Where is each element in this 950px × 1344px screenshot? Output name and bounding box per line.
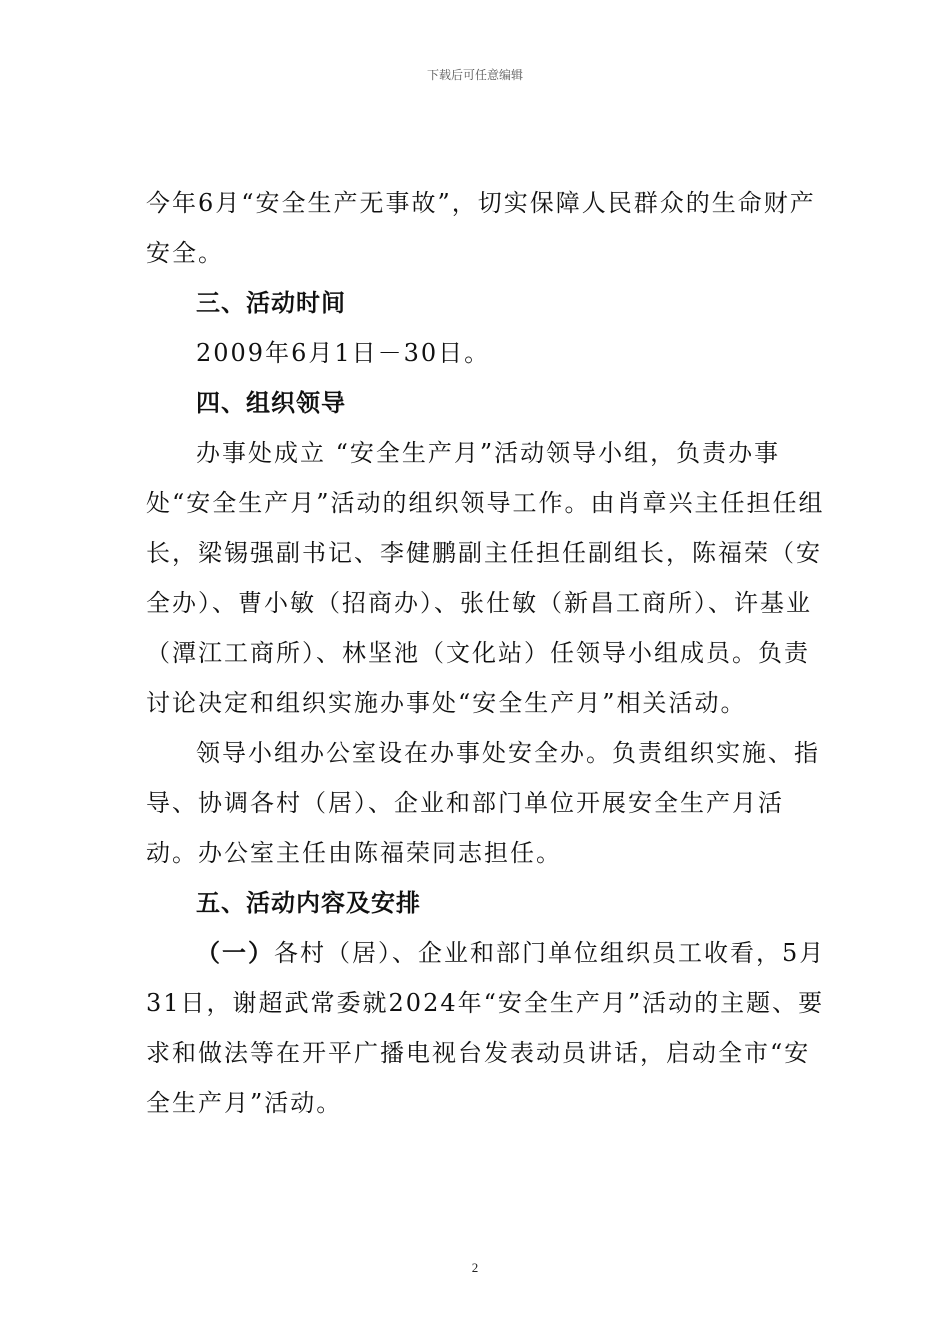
paragraph-activity-item-1 [146,928,826,1128]
section-heading-activities: 五、活动内容及安排 [196,889,421,917]
paragraph-leadership-group: 办事处成立 “安全生产月”活动领导小组，负责办事处“安全生产月”活动的组织领导工作。由肖章兴主任担任组长，梁锡强副书记、李健鹏副主任担任副组长，陈福荣（安全办）、曹小敏（招商办）、张仕敏（新昌工商所）、许基业（潭江工商所）、林坚池（文化站）任领导小组成员。负责讨论决定和组织实施办事处“安全生产月”相关活动。 [146,439,825,717]
item-text: 各村（居）、企业和部门单位组织员工收看，5月31日，谢超武常委就2024年“安全生产月”活动的主题、要求和做法等在开平广播电视台发表动员讲话，启动全市“安全生产月”活动。 [146,939,826,1117]
page-header: 下载后可任意编辑 [426,68,523,82]
document-body [146,178,826,1128]
section-heading-activity-time: 三、活动时间 [196,289,346,317]
paragraph-office: 领导小组办公室设在办事处安全办。负责组织实施、指导、协调各村（居）、企业和部门单位开展安全生产月活动。办公室主任由陈福荣同志担任。 [146,739,820,867]
paragraph-continuation: 今年6月“安全生产无事故”，切实保障人民群众的生命财产安全。 [146,189,816,267]
page-number: 2 [471,1260,479,1275]
paragraph-activity-date: 2009年6月1日－30日。 [196,339,491,367]
section-heading-organization: 四、组织领导 [196,389,346,417]
item-number: （一） [196,939,274,967]
